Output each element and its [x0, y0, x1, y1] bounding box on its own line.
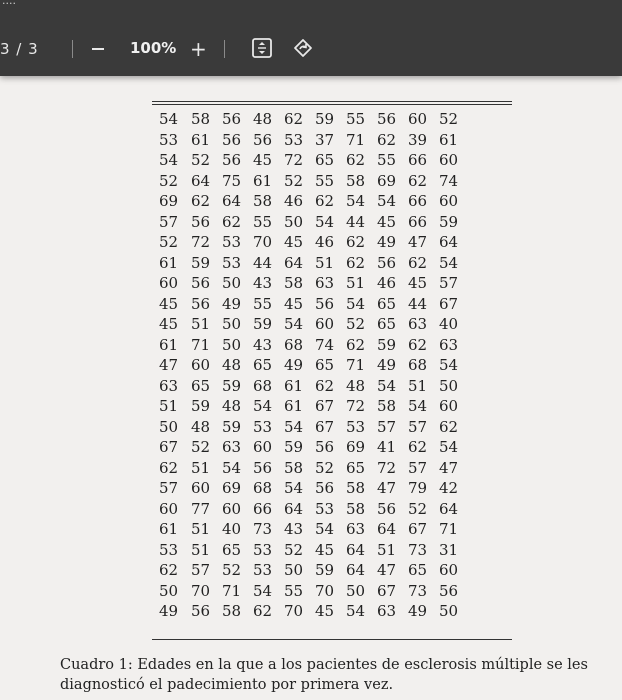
table-cell: 31	[438, 540, 459, 559]
table-row	[152, 335, 464, 356]
table-cell: 72	[190, 233, 211, 251]
table-cell: 53	[252, 540, 273, 559]
table-cell: 62	[407, 171, 428, 190]
table-row	[152, 376, 464, 397]
table-cell: 52	[283, 171, 304, 190]
table-cell: 54	[158, 151, 179, 169]
table-cell: 57	[158, 479, 179, 497]
table-cell: 56	[314, 294, 335, 313]
table-cell: 71	[221, 581, 242, 600]
table-row	[152, 171, 464, 192]
table-row	[152, 417, 464, 438]
table-cell: 61	[438, 130, 459, 149]
table-cell: 61	[158, 520, 179, 538]
table-cell: 58	[345, 499, 366, 518]
table-cell: 68	[283, 335, 304, 354]
table-cell: 42	[438, 479, 459, 497]
table-cell: 73	[252, 520, 273, 538]
table-cell: 60	[407, 110, 428, 128]
table-cell: 57	[190, 561, 211, 579]
table-cell: 49	[376, 233, 397, 251]
table-cell: 54	[376, 192, 397, 210]
table-cell: 60	[252, 438, 273, 456]
table-cell: 63	[314, 274, 335, 292]
table-cell: 72	[345, 397, 366, 415]
table-cell: 45	[407, 274, 428, 292]
table-cell: 62	[252, 602, 273, 620]
table-cell: 53	[158, 130, 179, 149]
table-cell: 58	[345, 479, 366, 497]
table-cell: 67	[314, 397, 335, 415]
table-cell: 56	[190, 212, 211, 231]
table-cell: 58	[221, 602, 242, 620]
table-cell: 54	[376, 376, 397, 395]
table-cell: 65	[252, 356, 273, 374]
table-row	[152, 232, 464, 253]
table-cell: 43	[252, 335, 273, 354]
table-cell: 43	[252, 274, 273, 292]
table-cell: 77	[190, 499, 211, 518]
table-cell: 62	[158, 458, 179, 477]
table-cell: 64	[345, 540, 366, 559]
table-row	[152, 437, 464, 458]
table-cell: 56	[190, 274, 211, 292]
zoom-in-button[interactable]: +	[190, 37, 207, 61]
table-cell: 50	[438, 376, 459, 395]
table-cell: 62	[158, 561, 179, 579]
table-cell: 45	[376, 212, 397, 231]
caption-line-2: diagnosticó el padecimiento por primera vez.	[60, 677, 394, 693]
table-row	[152, 478, 464, 499]
table-cell: 57	[376, 417, 397, 436]
table-cell: 63	[158, 376, 179, 395]
page-indicator: 3 / 3	[0, 40, 39, 58]
table-cell: 50	[345, 581, 366, 600]
table-cell: 52	[158, 171, 179, 190]
table-cell: 53	[221, 233, 242, 251]
table-cell: 63	[376, 602, 397, 620]
table-cell: 65	[376, 315, 397, 333]
table-row	[152, 396, 464, 417]
table-cell: 53	[221, 253, 242, 272]
table-cell: 46	[283, 192, 304, 210]
table-cell: 54	[345, 294, 366, 313]
table-cell: 47	[158, 356, 179, 374]
table-cell: 62	[314, 192, 335, 210]
table-row	[152, 109, 464, 130]
table-cell: 44	[345, 212, 366, 231]
table-cell: 45	[314, 540, 335, 559]
table-cell: 49	[376, 356, 397, 374]
table-cell: 67	[376, 581, 397, 600]
table-cell: 59	[221, 417, 242, 436]
table-cell: 55	[314, 171, 335, 190]
toolbar-separator	[72, 40, 73, 58]
table-cell: 50	[283, 561, 304, 579]
table-cell: 71	[345, 130, 366, 149]
table-cell: 74	[314, 335, 335, 354]
table-cell: 66	[252, 499, 273, 518]
toolbar-separator	[224, 40, 225, 58]
table-cell: 70	[252, 233, 273, 251]
table-cell: 54	[438, 356, 459, 374]
table-cell: 68	[252, 479, 273, 497]
table-cell: 58	[376, 397, 397, 415]
table-cell: 54	[438, 438, 459, 456]
table-cell: 49	[221, 294, 242, 313]
table-cell: 51	[345, 274, 366, 292]
table-cell: 43	[283, 520, 304, 538]
table-cell: 61	[283, 376, 304, 395]
table-cell: 60	[190, 356, 211, 374]
table-cell: 65	[221, 540, 242, 559]
table-row	[152, 273, 464, 294]
table-cell: 67	[407, 520, 428, 538]
table-cell: 62	[345, 151, 366, 169]
table-cell: 56	[252, 458, 273, 477]
table-row	[152, 499, 464, 520]
table-cell: 64	[438, 499, 459, 518]
table-cell: 67	[438, 294, 459, 313]
table-cell: 54	[252, 581, 273, 600]
table-cell: 62	[345, 253, 366, 272]
table-cell: 66	[407, 151, 428, 169]
table-row	[152, 253, 464, 274]
table-cell: 62	[345, 233, 366, 251]
table-row	[152, 581, 464, 602]
table-cell: 74	[438, 171, 459, 190]
table-cell: 47	[376, 561, 397, 579]
table-row	[152, 314, 464, 335]
table-cell: 50	[221, 274, 242, 292]
table-cell: 45	[283, 294, 304, 313]
table-cell: 55	[283, 581, 304, 600]
table-cell: 60	[221, 499, 242, 518]
table-cell: 55	[252, 212, 273, 231]
table-cell: 54	[221, 458, 242, 477]
table-cell: 62	[345, 335, 366, 354]
table-cell: 64	[376, 520, 397, 538]
table-cell: 52	[158, 233, 179, 251]
table-cell: 54	[283, 315, 304, 333]
zoom-out-button[interactable]	[92, 48, 104, 50]
table-cell: 79	[407, 479, 428, 497]
table-cell: 57	[438, 274, 459, 292]
table-cell: 52	[190, 438, 211, 456]
table-cell: 65	[407, 561, 428, 579]
table-cell: 73	[407, 581, 428, 600]
table-cell: 54	[158, 110, 179, 128]
table-row	[152, 212, 464, 233]
table-cell: 63	[221, 438, 242, 456]
table-cell: 47	[438, 458, 459, 477]
table-cell: 45	[158, 294, 179, 313]
ages-table	[152, 109, 464, 622]
table-cell: 56	[221, 110, 242, 128]
table-cell: 54	[283, 417, 304, 436]
table-cell: 54	[407, 397, 428, 415]
table-cell: 51	[314, 253, 335, 272]
table-cell: 66	[407, 192, 428, 210]
table-cell: 45	[314, 602, 335, 620]
table-cell: 69	[376, 171, 397, 190]
table-cell: 68	[252, 376, 273, 395]
table-cell: 68	[407, 356, 428, 374]
table-cell: 48	[190, 417, 211, 436]
table-cell: 44	[407, 294, 428, 313]
table-cell: 65	[345, 458, 366, 477]
table-cell: 57	[407, 458, 428, 477]
table-cell: 65	[314, 356, 335, 374]
table-cell: 58	[283, 458, 304, 477]
table-cell: 49	[158, 602, 179, 620]
rotate-icon[interactable]	[291, 36, 315, 64]
table-cell: 50	[221, 335, 242, 354]
table-cell: 59	[190, 397, 211, 415]
table-row	[152, 355, 464, 376]
table-cell: 47	[376, 479, 397, 497]
table-cell: 70	[190, 581, 211, 600]
table-cell: 61	[158, 253, 179, 272]
table-cell: 56	[376, 253, 397, 272]
table-cell: 62	[407, 438, 428, 456]
table-cell: 75	[221, 171, 242, 190]
table-cell: 55	[252, 294, 273, 313]
table-cell: 53	[283, 130, 304, 149]
table-cell: 53	[252, 417, 273, 436]
table-cell: 59	[190, 253, 211, 272]
table-cell: 53	[345, 417, 366, 436]
table-cell: 63	[407, 315, 428, 333]
table-cell: 50	[158, 581, 179, 600]
table-cell: 69	[158, 192, 179, 210]
table-cell: 62	[283, 110, 304, 128]
table-cell: 59	[438, 212, 459, 231]
table-cell: 56	[190, 294, 211, 313]
table-cell: 62	[314, 376, 335, 395]
table-cell: 64	[283, 253, 304, 272]
table-cell: 54	[314, 212, 335, 231]
table-cell: 40	[438, 315, 459, 333]
table-cell: 54	[345, 192, 366, 210]
table-cell: 55	[376, 151, 397, 169]
table-cell: 51	[376, 540, 397, 559]
table-cell: 62	[407, 335, 428, 354]
table-cell: 51	[158, 397, 179, 415]
table-cell: 50	[283, 212, 304, 231]
table-cell: 50	[158, 417, 179, 436]
table-cell: 66	[407, 212, 428, 231]
table-row	[152, 458, 464, 479]
table-cell: 46	[314, 233, 335, 251]
table-cell: 61	[158, 335, 179, 354]
table-cell: 65	[190, 376, 211, 395]
table-cell: 47	[407, 233, 428, 251]
table-cell: 61	[283, 397, 304, 415]
table-cell: 53	[252, 561, 273, 579]
table-cell: 39	[407, 130, 428, 149]
table-cell: 59	[252, 315, 273, 333]
table-cell: 60	[314, 315, 335, 333]
table-cell: 60	[190, 479, 211, 497]
table-cell: 49	[283, 356, 304, 374]
table-row	[152, 150, 464, 171]
table-cell: 48	[221, 356, 242, 374]
table-cell: 64	[438, 233, 459, 251]
table-top-rule	[152, 101, 512, 102]
table-cell: 71	[345, 356, 366, 374]
table-cell: 54	[314, 520, 335, 538]
table-row	[152, 130, 464, 151]
table-cell: 65	[314, 151, 335, 169]
table-row	[152, 560, 464, 581]
table-cell: 56	[376, 110, 397, 128]
table-cell: 52	[314, 458, 335, 477]
toolbar-top-dots: ....	[2, 0, 16, 7]
table-cell: 57	[158, 212, 179, 231]
table-cell: 61	[252, 171, 273, 190]
table-cell: 56	[314, 438, 335, 456]
table-cell: 45	[283, 233, 304, 251]
table-cell: 59	[221, 376, 242, 395]
table-cell: 67	[314, 417, 335, 436]
table-cell: 62	[221, 212, 242, 231]
table-cell: 54	[283, 479, 304, 497]
table-cell: 54	[438, 253, 459, 272]
table-cell: 51	[190, 458, 211, 477]
pdf-viewer-toolbar	[0, 0, 622, 76]
table-cell: 65	[376, 294, 397, 313]
table-row	[152, 540, 464, 561]
table-cell: 60	[438, 561, 459, 579]
table-cell: 51	[407, 376, 428, 395]
table-cell: 37	[314, 130, 335, 149]
table-cell: 53	[314, 499, 335, 518]
fit-to-page-icon[interactable]	[251, 37, 273, 63]
table-cell: 62	[438, 417, 459, 436]
table-cell: 56	[221, 151, 242, 169]
table-cell: 52	[438, 110, 459, 128]
table-cell: 44	[252, 253, 273, 272]
table-cell: 60	[158, 499, 179, 518]
table-cell: 50	[438, 602, 459, 620]
table-cell: 54	[252, 397, 273, 415]
table-row	[152, 191, 464, 212]
table-cell: 53	[158, 540, 179, 559]
table-cell: 58	[190, 110, 211, 128]
table-cell: 62	[376, 130, 397, 149]
table-cell: 48	[345, 376, 366, 395]
table-cell: 59	[314, 561, 335, 579]
table-bottom-rule	[152, 639, 512, 640]
table-cell: 58	[345, 171, 366, 190]
table-cell: 64	[345, 561, 366, 579]
table-cell: 52	[407, 499, 428, 518]
table-cell: 41	[376, 438, 397, 456]
table-cell: 64	[190, 171, 211, 190]
table-cell: 56	[221, 130, 242, 149]
table-cell: 67	[158, 438, 179, 456]
table-cell: 63	[438, 335, 459, 354]
table-cell: 52	[283, 540, 304, 559]
table-cell: 64	[221, 192, 242, 210]
table-cell: 58	[283, 274, 304, 292]
table-cell: 64	[283, 499, 304, 518]
table-cell: 72	[376, 458, 397, 477]
table-cell: 60	[438, 192, 459, 210]
table-cell: 48	[221, 397, 242, 415]
table-cell: 54	[345, 602, 366, 620]
table-cell: 55	[345, 110, 366, 128]
table-cell: 71	[438, 520, 459, 538]
table-cell: 70	[314, 581, 335, 600]
table-cell: 56	[252, 130, 273, 149]
table-cell: 40	[221, 520, 242, 538]
table-cell: 60	[158, 274, 179, 292]
table-cell: 57	[407, 417, 428, 436]
table-cell: 59	[314, 110, 335, 128]
table-cell: 51	[190, 540, 211, 559]
table-cell: 45	[158, 315, 179, 333]
table-cell: 56	[314, 479, 335, 497]
table-cell: 51	[190, 315, 211, 333]
table-cell: 60	[438, 151, 459, 169]
table-cell: 60	[438, 397, 459, 415]
table-cell: 49	[407, 602, 428, 620]
table-cell: 62	[190, 192, 211, 210]
table-cell: 56	[376, 499, 397, 518]
table-cell: 69	[221, 479, 242, 497]
table-cell: 69	[345, 438, 366, 456]
zoom-level[interactable]: 100%	[130, 39, 177, 57]
table-cell: 61	[190, 130, 211, 149]
table-cell: 48	[252, 110, 273, 128]
table-row	[152, 601, 464, 622]
table-cell: 59	[283, 438, 304, 456]
table-caption	[60, 655, 620, 695]
table-cell: 73	[407, 540, 428, 559]
table-cell: 56	[190, 602, 211, 620]
table-cell: 52	[190, 151, 211, 169]
table-row	[152, 294, 464, 315]
table-cell: 59	[376, 335, 397, 354]
caption-line-1: Cuadro 1: Edades en la que a los pacientes de esclerosis múltiple se les	[60, 657, 588, 673]
table-cell: 46	[376, 274, 397, 292]
table-cell: 62	[407, 253, 428, 272]
table-cell: 56	[438, 581, 459, 600]
table-cell: 63	[345, 520, 366, 538]
table-cell: 50	[221, 315, 242, 333]
table-cell: 70	[283, 602, 304, 620]
table-cell: 58	[252, 192, 273, 210]
table-top-rule-2	[152, 104, 512, 105]
table-row	[152, 519, 464, 540]
table-cell: 45	[252, 151, 273, 169]
table-cell: 72	[283, 151, 304, 169]
table-cell: 51	[190, 520, 211, 538]
table-cell: 52	[221, 561, 242, 579]
table-cell: 71	[190, 335, 211, 354]
table-cell: 52	[345, 315, 366, 333]
